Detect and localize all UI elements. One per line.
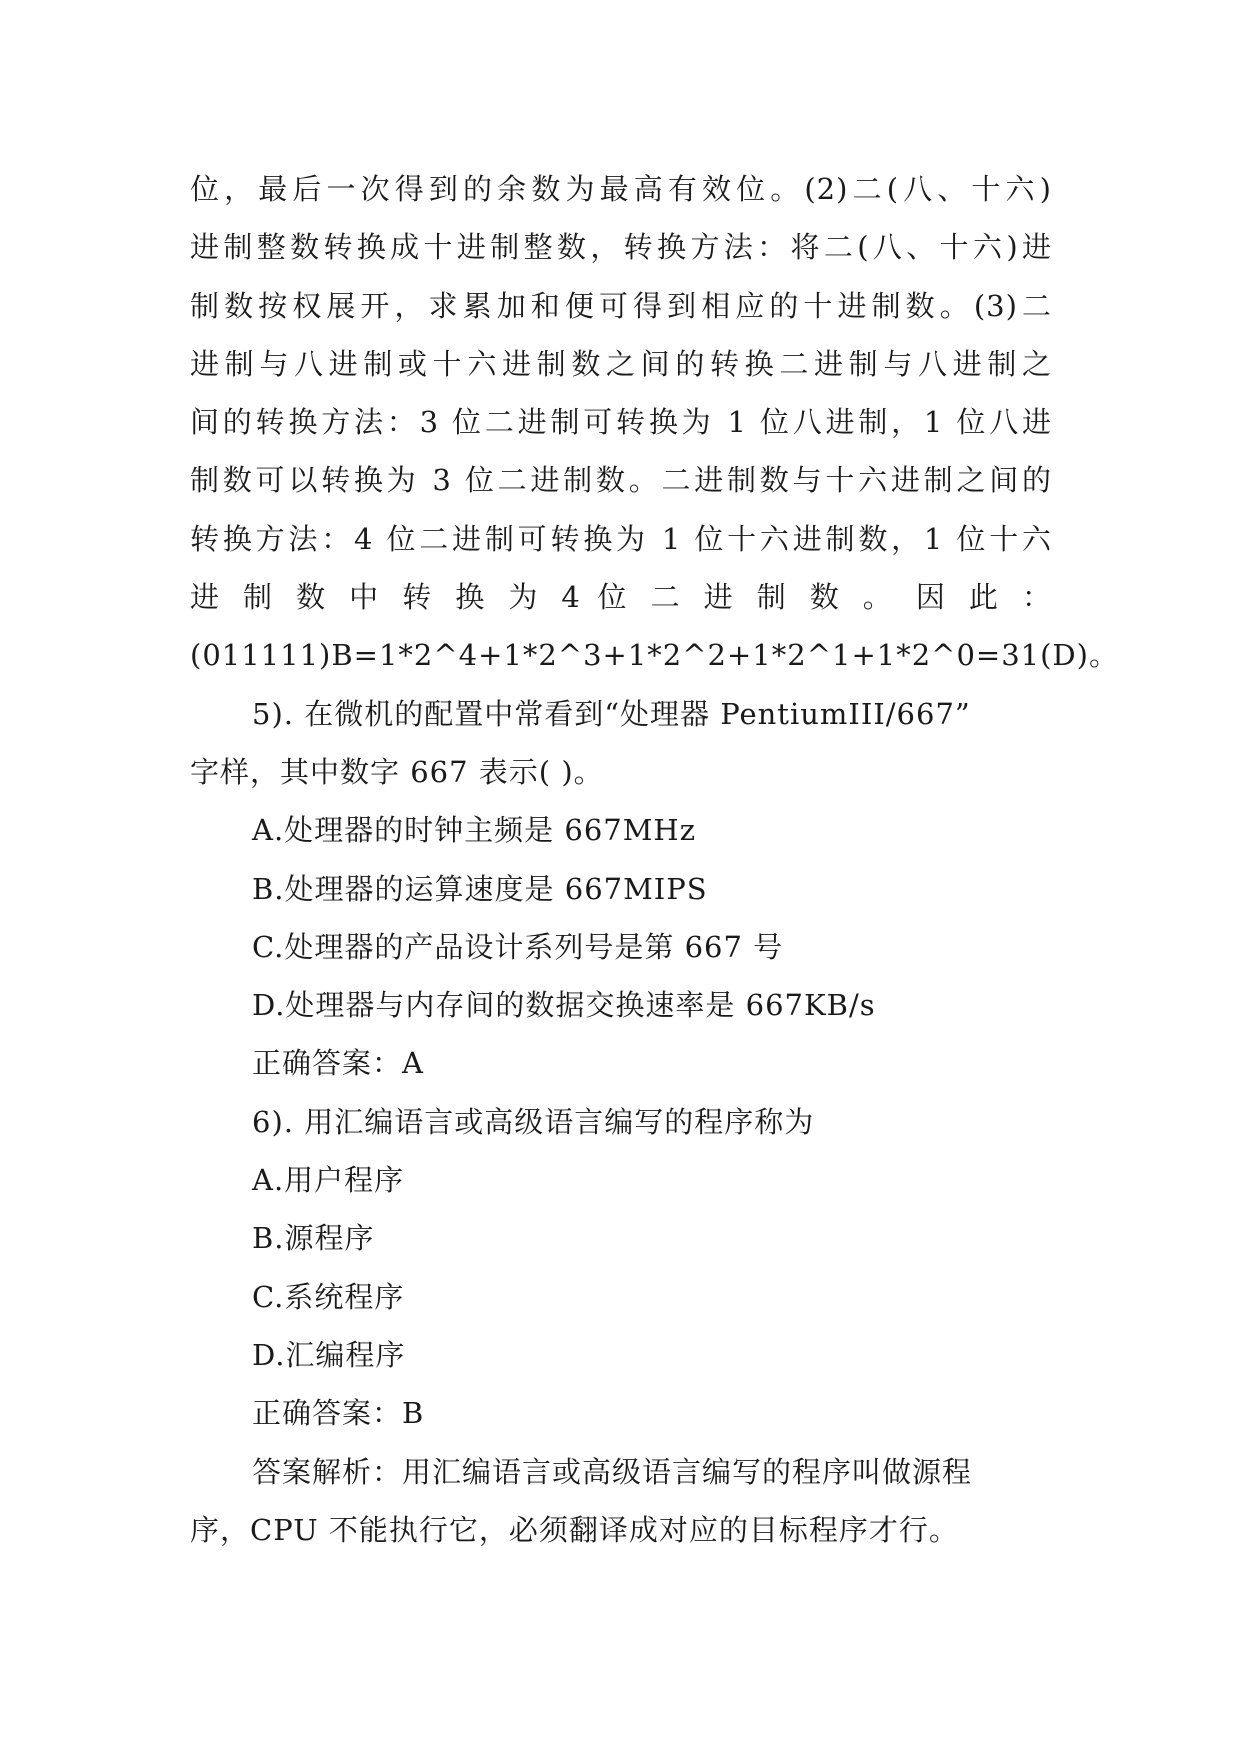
text-line: 进制整数转换成十进制整数，转换方法：将二(八、十六)进 xyxy=(190,230,1052,265)
option-d: D.汇编程序 xyxy=(252,1337,406,1372)
question-6 xyxy=(190,1093,1052,1559)
formula-line: (011111)B=1*2^4+1*2^3+1*2^2+1*2^1+1*2^0=31(D)。 xyxy=(190,638,1119,673)
document-body xyxy=(190,160,1119,1559)
explanation-continued xyxy=(190,160,1119,685)
text-line: 制数可以转换为 3 位二进制数。二进制数与十六进制之间的 xyxy=(190,463,1052,498)
text-line: 转换方法：4 位二进制可转换为 1 位十六进制数，1 位十六 xyxy=(190,521,1052,556)
text-line: 间的转换方法：3 位二进制可转换为 1 位八进制，1 位八进 xyxy=(190,405,1052,440)
option-b: B.源程序 xyxy=(252,1221,375,1256)
option-b: B.处理器的运算速度是 667MIPS xyxy=(252,871,708,906)
question-stem: 6). 用汇编语言或高级语言编写的程序称为 xyxy=(252,1104,815,1139)
option-c: C.系统程序 xyxy=(252,1279,405,1314)
text-line: 进 制 数 中 转 换 为 4 位 二 进 制 数 。 因 此 ： xyxy=(190,580,1052,615)
text-line: 制数按权展开，求累加和便可得到相应的十进制数。(3)二 xyxy=(190,288,1052,323)
answer-analysis-continued: 序，CPU 不能执行它，必须翻译成对应的目标程序才行。 xyxy=(190,1512,959,1547)
question-stem: 5). 在微机的配置中常看到“处理器 PentiumIII/667” xyxy=(252,696,971,731)
correct-answer: 正确答案：A xyxy=(252,1046,424,1081)
question-5 xyxy=(190,685,1052,1093)
correct-answer: 正确答案：B xyxy=(252,1396,425,1431)
text-line: 位，最后一次得到的余数为最高有效位。(2)二(八、十六) xyxy=(190,172,1052,206)
option-d: D.处理器与内存间的数据交换速率是 667KB/s xyxy=(252,988,876,1023)
option-a: A.处理器的时钟主频是 667MHz xyxy=(252,813,696,848)
option-c: C.处理器的产品设计系列号是第 667 号 xyxy=(252,929,784,964)
text-line: 进制与八进制或十六进制数之间的转换二进制与八进制之 xyxy=(190,346,1052,381)
question-stem-continued: 字样，其中数字 667 表示( )。 xyxy=(190,754,604,789)
answer-analysis: 答案解析：用汇编语言或高级语言编写的程序叫做源程 xyxy=(252,1454,973,1489)
option-a: A.用户程序 xyxy=(252,1163,405,1198)
